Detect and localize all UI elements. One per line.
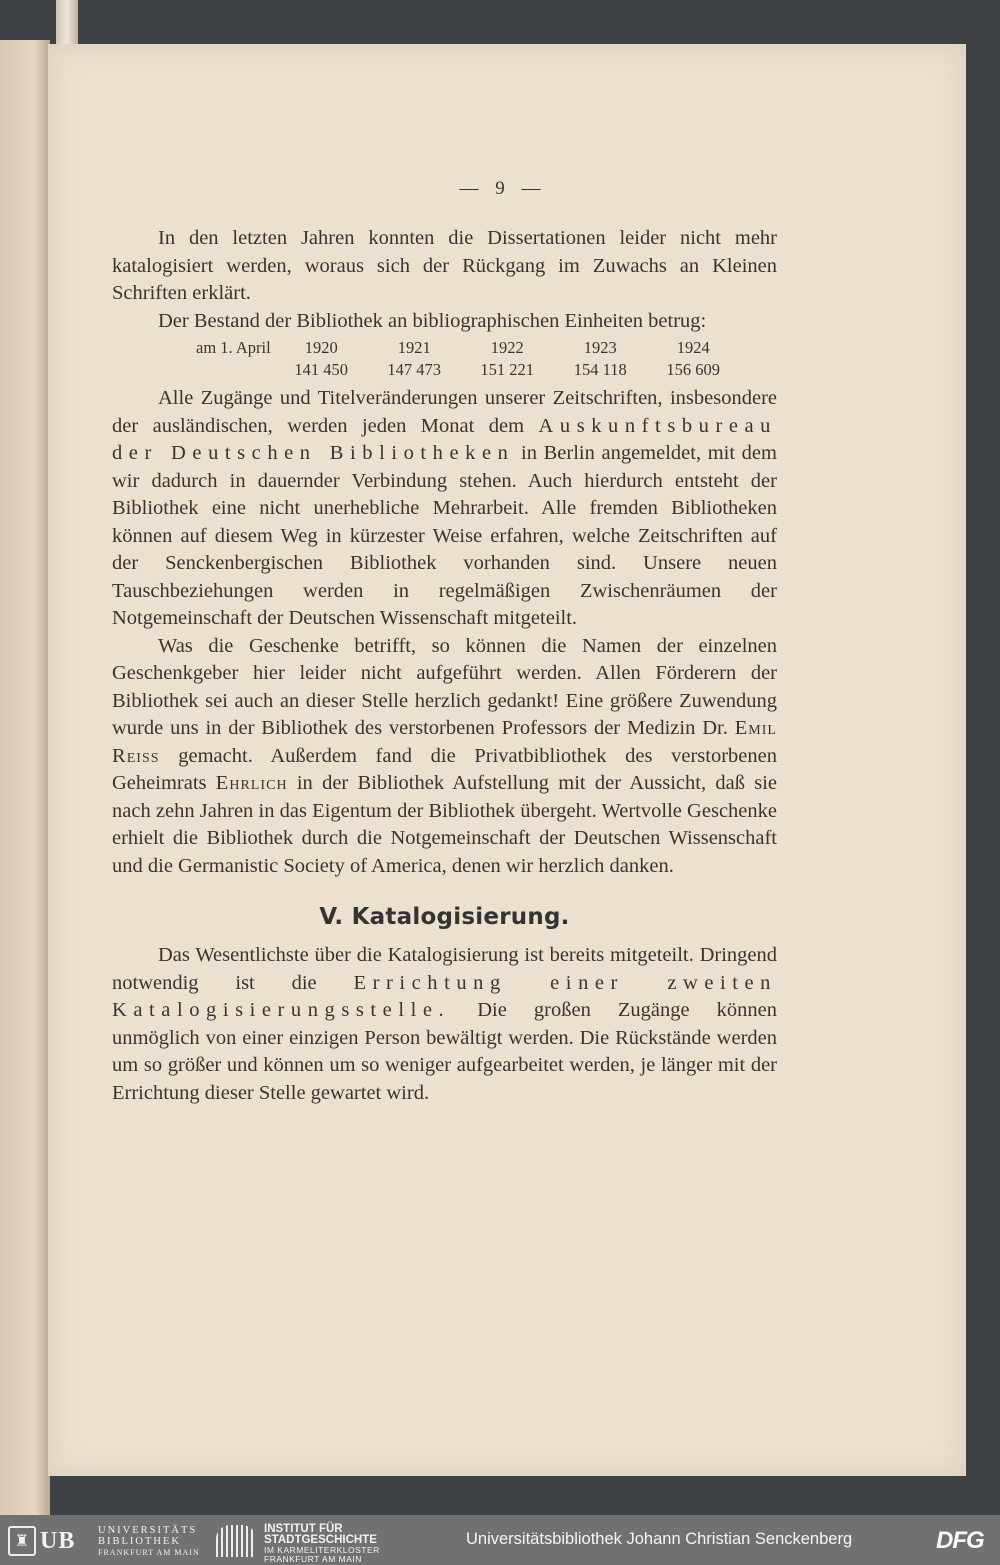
paragraph-katalogisierung: Das Wesentlichste über die Katalogisierung ist bereits mitgeteilt. Dringend notwendig ist die Errichtung einer zweiten Katalogisierungsstelle. Die großen Zugänge können unmöglich von einer einzigen Person bewältigt werden. Die Rückstände werden um so größer und können um so weniger aufgearbeitet werden, je länger mit der Errichtung dieser Stelle gewartet wird. (112, 944, 777, 1104)
book-spine (56, 0, 78, 45)
section-heading: V. Katalogisierung. (319, 904, 570, 930)
year-cell: 1923 (583, 338, 617, 357)
value-cell: 147 473 (387, 360, 442, 379)
year-cell: 1922 (490, 338, 524, 357)
library-title[interactable]: Universitätsbibliothek Johann Christian Senckenberg (466, 1530, 853, 1548)
dfg-logo[interactable]: DFG (936, 1527, 984, 1554)
eagle-emblem-icon: ♜ (8, 1526, 36, 1556)
holdings-values-row (196, 359, 740, 381)
holdings-years-row (196, 337, 740, 359)
footer-bar (0, 1515, 1000, 1565)
value-cell: 151 221 (480, 360, 535, 379)
isg-logo-text[interactable]: INSTITUT FÜR STADTGESCHICHTE IM KARMELITERKLOSTER FRANKFURT AM MAIN (264, 1523, 380, 1564)
paragraph-bestand: Der Bestand der Bibliothek an bibliographischen Einheiten betrug: (158, 309, 707, 332)
holdings-label: am 1. April (196, 338, 271, 357)
paragraph-geschenke: Was die Geschenke betrifft, so können die Namen der einzelnen Geschenkgeber hier leider nicht aufgeführt werden. Allen Förderern der Bibliothek sei auch an dieser Stelle herzlich gedankt! Eine größere Zuwendung wurde uns in der Bibliothek des verstorbenen Professors der Medizin Dr. Emil Reiss gemacht. Außerdem fand die Privatbibliothek des verstorbenen Geheimrats Ehrlich in der Bibliothek Aufstellung mit der Aussicht, daß sie nach zehn Jahren in das Eigentum der Bibliothek übergeht. Wertvolle Geschenke erhielt die Bibliothek durch die Notgemeinschaft der Deutschen Wissenschaft und die Germanistic Society of America, denen wir herzlich danken. (112, 634, 777, 877)
columns-logo-icon[interactable] (216, 1525, 256, 1557)
holdings-table (196, 337, 740, 381)
value-cell: 141 450 (294, 360, 349, 379)
ub-logo-text: UNIVERSITÄTS BIBLIOTHEK FRANKFURT AM MAIN (98, 1525, 200, 1557)
value-cell: 154 118 (573, 360, 627, 379)
ub-logo[interactable]: ♜ UB (8, 1525, 94, 1557)
page-number: — 9 — (459, 178, 541, 199)
value-cell: 156 609 (666, 360, 721, 379)
year-cell: 1924 (676, 338, 710, 357)
body-text (112, 225, 777, 1107)
page-number-value: 9 (495, 178, 505, 199)
year-cell: 1921 (397, 338, 431, 357)
year-cell: 1920 (304, 338, 338, 357)
paragraph-dissertations: In den letzten Jahren konnten die Dissertationen leider nicht mehr katalogisiert werden, woraus sich der Rückgang im Zuwachs an Kleinen Schriften erklärt. (112, 227, 777, 304)
previous-page-edge (0, 40, 50, 1515)
paragraph-zeitschriften: Alle Zugänge und Titelveränderungen unserer Zeitschriften, insbesondere der ausländischen, werden jeden Monat dem Auskunftsbureau der Deutschen Bibliotheken in Berlin angemeldet, mit dem wir dadurch in dauernder Verbindung stehen. Auch hierdurch entsteht der Bibliothek eine nicht unerhebliche Mehrarbeit. Alle fremden Bibliotheken können auf diesem Weg in kürzester Weise erfahren, welche Zeitschriften auf der Senckenbergischen Bibliothek vorhanden sind. Unsere neuen Tauschbeziehungen werden in regelmäßigen Zwischenräumen der Notgemeinschaft der Deutschen Wissenschaft mitgeteilt. (112, 387, 777, 629)
